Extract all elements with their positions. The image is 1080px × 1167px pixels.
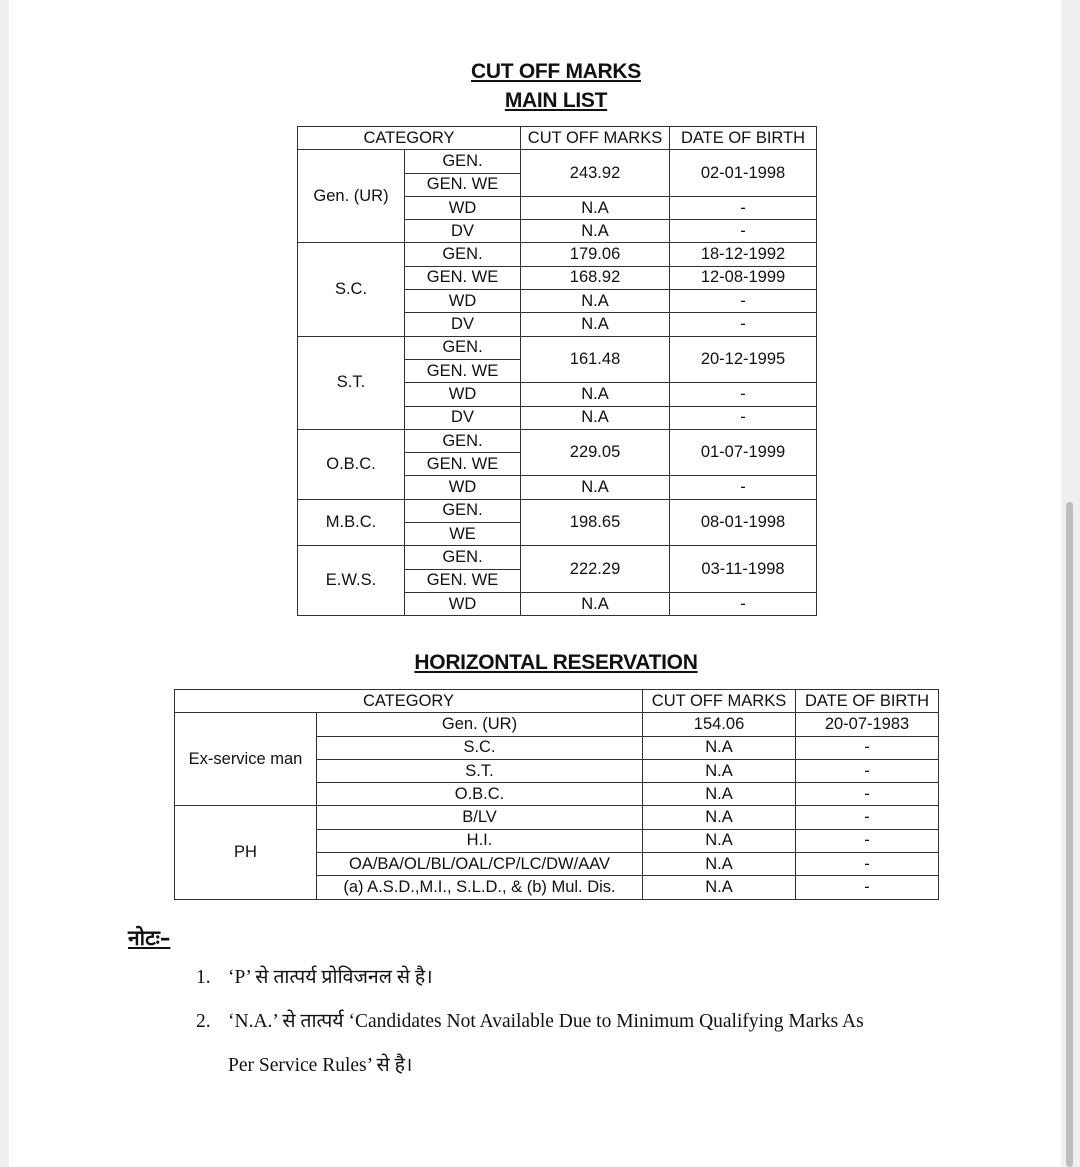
subcategory-cell: GEN. [405,243,521,266]
date-of-birth-cell: 18-12-1992 [670,243,817,266]
cutoff-marks-cell: 161.48 [521,336,670,383]
cutoff-marks-cell: N.A [643,853,796,876]
notes-title: नोटः– [128,926,171,950]
subcategory-cell: GEN. WE [405,569,521,592]
table-row [298,336,817,359]
date-of-birth-cell: - [670,592,817,615]
subcategory-cell: WD [405,383,521,406]
table-row [298,150,817,173]
date-of-birth-cell: 03-11-1998 [670,546,817,593]
cutoff-marks-cell: 179.06 [521,243,670,266]
category-cell: Ex-service man [175,713,317,806]
table-row [298,546,817,569]
note-text-continued: Per Service Rules’ से है। [228,1055,413,1076]
note-number: 2. [196,1011,211,1032]
subcategory-cell: GEN. [405,336,521,359]
header-date-of-birth: DATE OF BIRTH [670,127,817,150]
date-of-birth-cell: - [796,876,939,899]
date-of-birth-cell: - [796,759,939,782]
cutoff-marks-cell: N.A [521,196,670,219]
cutoff-marks-cell: N.A [643,736,796,759]
subcategory-cell: DV [405,313,521,336]
date-of-birth-cell: - [670,383,817,406]
date-of-birth-cell: - [670,220,817,243]
table-row [175,713,939,736]
cutoff-marks-cell: N.A [521,476,670,499]
note-item-2 [196,1000,976,1088]
cutoff-marks-cell: 222.29 [521,546,670,593]
subcategory-cell: Gen. (UR) [317,713,643,736]
subcategory-cell: WD [405,290,521,313]
subcategory-cell: S.C. [317,736,643,759]
cutoff-marks-cell: 243.92 [521,150,670,197]
header-category: CATEGORY [175,690,643,713]
header-date-of-birth: DATE OF BIRTH [796,690,939,713]
page-title: CUT OFF MARKS [471,60,641,83]
cutoff-marks-cell: N.A [643,829,796,852]
subcategory-cell: H.I. [317,829,643,852]
subcategory-cell: GEN. [405,150,521,173]
date-of-birth-cell: - [670,196,817,219]
subcategory-cell: O.B.C. [317,783,643,806]
cutoff-marks-cell: N.A [643,783,796,806]
subcategory-cell: GEN. WE [405,359,521,382]
date-of-birth-cell: 12-08-1999 [670,266,817,289]
date-of-birth-cell: - [796,736,939,759]
date-of-birth-cell: - [670,313,817,336]
table-row [298,499,817,522]
category-cell: S.C. [298,243,405,336]
cutoff-marks-cell: N.A [521,406,670,429]
cutoff-marks-cell: N.A [521,592,670,615]
date-of-birth-cell: 20-12-1995 [670,336,817,383]
date-of-birth-cell: - [670,406,817,429]
scrollbar[interactable] [1066,502,1073,1167]
header-row [175,690,939,713]
date-of-birth-cell: 02-01-1998 [670,150,817,197]
table-row [298,243,817,266]
subcategory-cell: B/LV [317,806,643,829]
cutoff-marks-cell: N.A [643,806,796,829]
category-cell: PH [175,806,317,899]
subcategory-cell: GEN. [405,546,521,569]
subcategory-cell: DV [405,406,521,429]
header-cutoff-marks: CUT OFF MARKS [521,127,670,150]
date-of-birth-cell: 08-01-1998 [670,499,817,546]
subcategory-cell: S.T. [317,759,643,782]
subcategory-cell: GEN. WE [405,453,521,476]
table-row [298,429,817,452]
date-of-birth-cell: - [670,476,817,499]
horizontal-reservation-table [174,689,939,900]
cutoff-marks-cell: 229.05 [521,429,670,476]
cutoff-marks-cell: N.A [521,383,670,406]
date-of-birth-cell: - [796,806,939,829]
header-row [298,127,817,150]
cutoff-marks-cell: N.A [521,220,670,243]
page-subtitle: MAIN LIST [504,89,608,112]
date-of-birth-cell: - [796,853,939,876]
category-cell: E.W.S. [298,546,405,616]
subcategory-cell: DV [405,220,521,243]
date-of-birth-cell: - [796,783,939,806]
note-text: ‘P’ से तात्पर्य प्रोविजनल से है। [228,967,433,988]
category-cell: O.B.C. [298,429,405,499]
table-row [175,806,939,829]
cutoff-marks-cell: 168.92 [521,266,670,289]
note-text: ‘N.A.’ से तात्पर्य ‘Candidates Not Available Due to Minimum Qualifying Marks As [228,1011,864,1032]
note-number: 1. [196,967,211,988]
category-cell: Gen. (UR) [298,150,405,243]
cutoff-marks-cell: 198.65 [521,499,670,546]
main-list-table [297,126,817,616]
subcategory-cell: OA/BA/OL/BL/OAL/CP/LC/DW/AAV [317,853,643,876]
date-of-birth-cell: 01-07-1999 [670,429,817,476]
subcategory-cell: GEN. WE [405,266,521,289]
header-cutoff-marks: CUT OFF MARKS [643,690,796,713]
date-of-birth-cell: - [796,829,939,852]
subcategory-cell: WD [405,592,521,615]
category-cell: S.T. [298,336,405,429]
cutoff-marks-cell: N.A [643,759,796,782]
subcategory-cell: GEN. WE [405,173,521,196]
cutoff-marks-cell: N.A [521,290,670,313]
date-of-birth-cell: 20-07-1983 [796,713,939,736]
horizontal-reservation-title: HORIZONTAL RESERVATION [414,651,698,674]
date-of-birth-cell: - [670,290,817,313]
header-category: CATEGORY [298,127,521,150]
subcategory-cell: WE [405,523,521,546]
subcategory-cell: (a) A.S.D.,M.I., S.L.D., & (b) Mul. Dis. [317,876,643,899]
subcategory-cell: GEN. [405,499,521,522]
subcategory-cell: WD [405,196,521,219]
cutoff-marks-cell: N.A [521,313,670,336]
cutoff-marks-cell: N.A [643,876,796,899]
subcategory-cell: WD [405,476,521,499]
category-cell: M.B.C. [298,499,405,546]
subcategory-cell: GEN. [405,429,521,452]
cutoff-marks-cell: 154.06 [643,713,796,736]
note-item-1 [196,956,976,1000]
